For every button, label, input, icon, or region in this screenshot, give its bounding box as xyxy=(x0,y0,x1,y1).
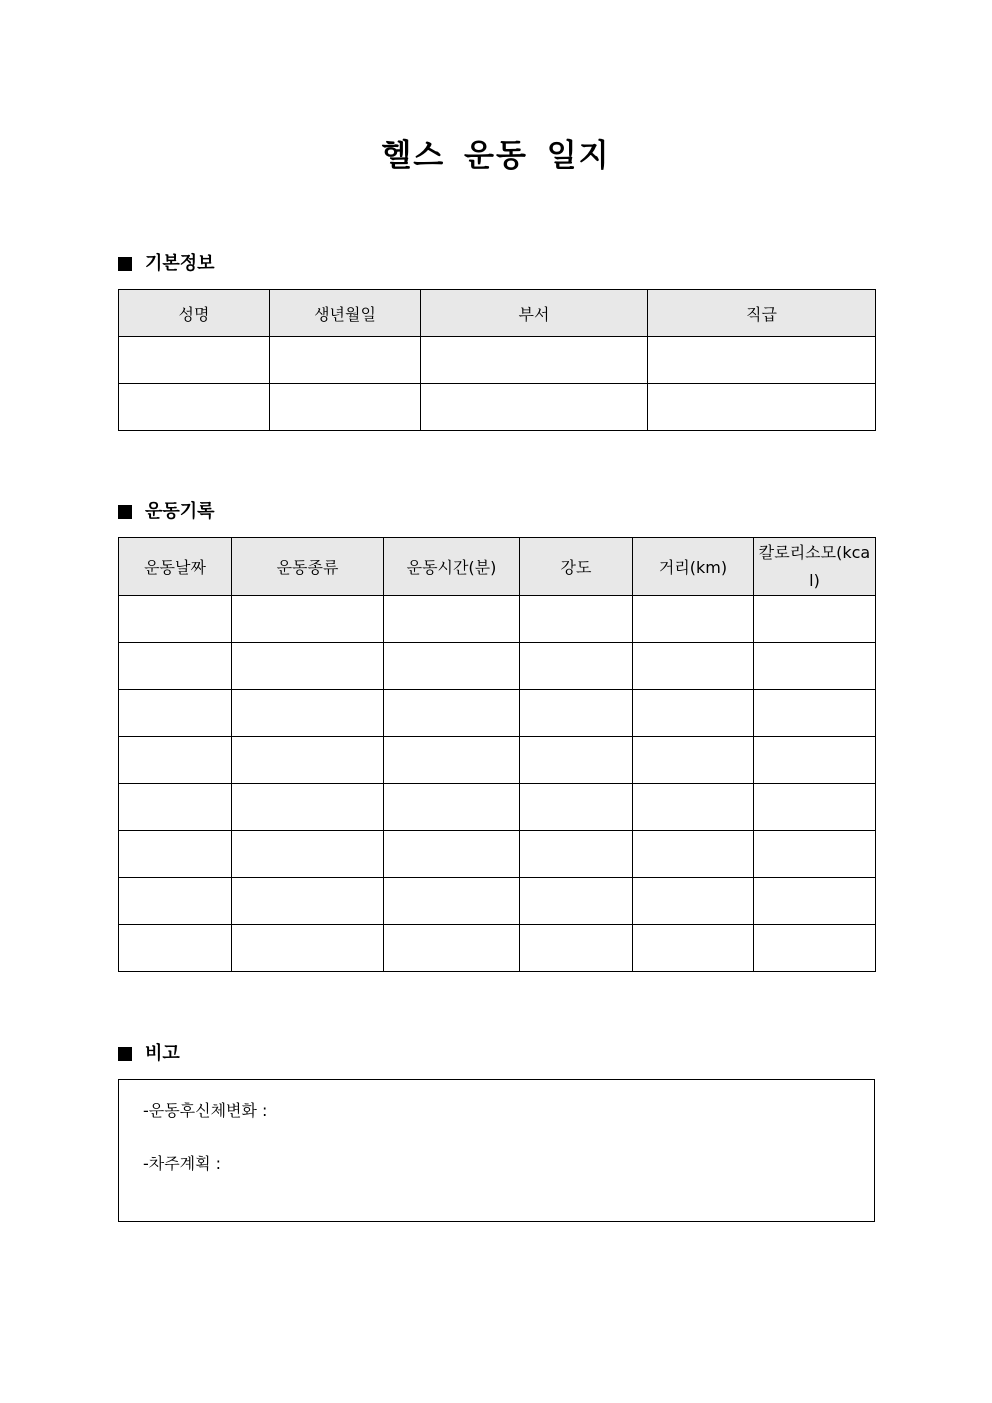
table-row xyxy=(119,596,876,643)
document-title: 헬스 운동 일지 xyxy=(381,138,611,174)
type-cell[interactable] xyxy=(232,831,384,878)
type-cell[interactable] xyxy=(232,737,384,784)
date-cell[interactable] xyxy=(119,643,232,690)
header-birthdate: 생년월일 xyxy=(270,290,421,337)
table-row xyxy=(119,690,876,737)
section-exercise-record-label xyxy=(118,500,215,524)
table-row xyxy=(119,878,876,925)
calories-cell[interactable] xyxy=(754,690,876,737)
section-basic-info-label xyxy=(118,252,215,276)
remarks-box[interactable] xyxy=(118,1079,875,1222)
position-cell[interactable] xyxy=(648,384,876,431)
calories-cell[interactable] xyxy=(754,643,876,690)
header-position: 직급 xyxy=(648,290,876,337)
table-row xyxy=(119,831,876,878)
distance-cell[interactable] xyxy=(633,784,754,831)
exercise-record-header-row xyxy=(119,538,876,596)
time-cell[interactable] xyxy=(384,596,520,643)
name-cell[interactable] xyxy=(119,384,270,431)
distance-cell[interactable] xyxy=(633,737,754,784)
section-basic-info-title: 기본정보 xyxy=(145,253,215,274)
black-square-icon xyxy=(118,505,132,519)
type-cell[interactable] xyxy=(232,784,384,831)
time-cell[interactable] xyxy=(384,831,520,878)
department-cell[interactable] xyxy=(421,384,648,431)
distance-cell[interactable] xyxy=(633,643,754,690)
intensity-cell[interactable] xyxy=(520,643,633,690)
distance-cell[interactable] xyxy=(633,878,754,925)
date-cell[interactable] xyxy=(119,925,232,972)
intensity-cell[interactable] xyxy=(520,831,633,878)
table-row xyxy=(119,384,876,431)
type-cell[interactable] xyxy=(232,925,384,972)
header-department: 부서 xyxy=(421,290,648,337)
time-cell[interactable] xyxy=(384,643,520,690)
calories-cell[interactable] xyxy=(754,925,876,972)
date-cell[interactable] xyxy=(119,737,232,784)
distance-cell[interactable] xyxy=(633,690,754,737)
type-cell[interactable] xyxy=(232,690,384,737)
table-row xyxy=(119,925,876,972)
section-exercise-record-title: 운동기록 xyxy=(145,501,215,522)
black-square-icon xyxy=(118,1047,132,1061)
date-cell[interactable] xyxy=(119,831,232,878)
type-cell[interactable] xyxy=(232,596,384,643)
date-cell[interactable] xyxy=(119,878,232,925)
type-cell[interactable] xyxy=(232,643,384,690)
table-row xyxy=(119,737,876,784)
time-cell[interactable] xyxy=(384,737,520,784)
table-row xyxy=(119,643,876,690)
header-intensity: 강도 xyxy=(520,538,633,596)
exercise-record-table xyxy=(118,537,876,972)
remark-next-week-plan: -차주계획 : xyxy=(143,1154,222,1173)
calories-cell[interactable] xyxy=(754,878,876,925)
intensity-cell[interactable] xyxy=(520,596,633,643)
table-row xyxy=(119,337,876,384)
department-cell[interactable] xyxy=(421,337,648,384)
header-distance: 거리(km) xyxy=(633,538,754,596)
calories-cell[interactable] xyxy=(754,737,876,784)
name-cell[interactable] xyxy=(119,337,270,384)
distance-cell[interactable] xyxy=(633,831,754,878)
intensity-cell[interactable] xyxy=(520,784,633,831)
position-cell[interactable] xyxy=(648,337,876,384)
header-calories: 칼로리소모(kcal) xyxy=(754,538,876,596)
intensity-cell[interactable] xyxy=(520,690,633,737)
header-exercise-type: 운동종류 xyxy=(232,538,384,596)
header-exercise-date: 운동날짜 xyxy=(119,538,232,596)
calories-cell[interactable] xyxy=(754,831,876,878)
header-exercise-time: 운동시간(분) xyxy=(384,538,520,596)
date-cell[interactable] xyxy=(119,690,232,737)
time-cell[interactable] xyxy=(384,690,520,737)
distance-cell[interactable] xyxy=(633,596,754,643)
remark-body-change: -운동후신체변화 : xyxy=(143,1101,268,1120)
distance-cell[interactable] xyxy=(633,925,754,972)
type-cell[interactable] xyxy=(232,878,384,925)
calories-cell[interactable] xyxy=(754,784,876,831)
intensity-cell[interactable] xyxy=(520,925,633,972)
birthdate-cell[interactable] xyxy=(270,384,421,431)
basic-info-header-row xyxy=(119,290,876,337)
section-remarks-label xyxy=(118,1042,180,1066)
black-square-icon xyxy=(118,257,132,271)
calories-cell[interactable] xyxy=(754,596,876,643)
intensity-cell[interactable] xyxy=(520,878,633,925)
time-cell[interactable] xyxy=(384,878,520,925)
date-cell[interactable] xyxy=(119,596,232,643)
table-row xyxy=(119,784,876,831)
header-name: 성명 xyxy=(119,290,270,337)
time-cell[interactable] xyxy=(384,784,520,831)
date-cell[interactable] xyxy=(119,784,232,831)
section-remarks-title: 비고 xyxy=(145,1043,180,1064)
birthdate-cell[interactable] xyxy=(270,337,421,384)
basic-info-table xyxy=(118,289,876,431)
intensity-cell[interactable] xyxy=(520,737,633,784)
time-cell[interactable] xyxy=(384,925,520,972)
